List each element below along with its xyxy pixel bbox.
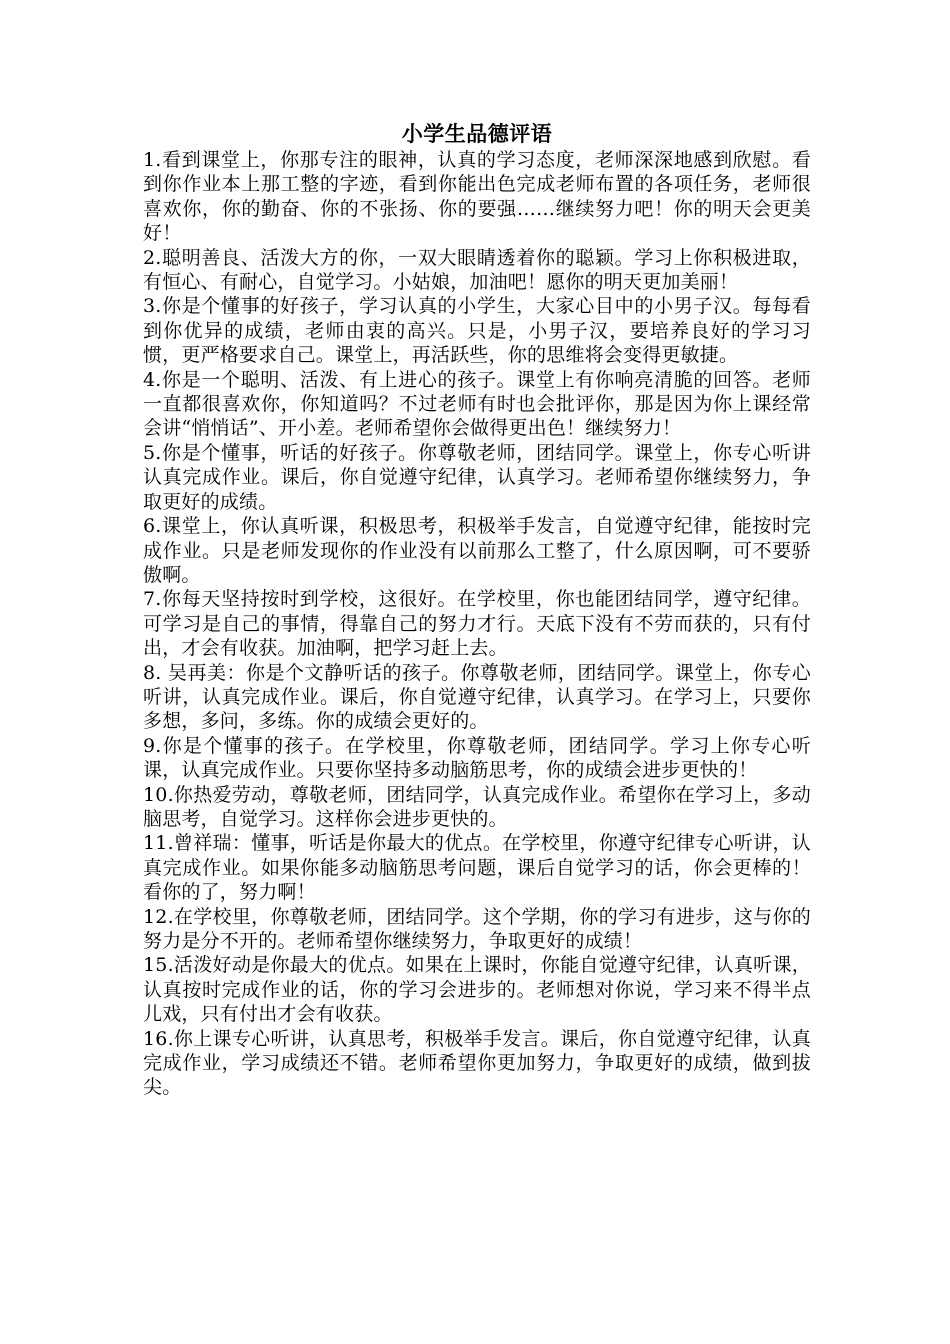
comment-entry-5: 5.你是个懂事，听话的好孩子。你尊敬老师，团结同学。课堂上，你专心听讲认真完成作业。课后，你自觉遵守纪律，认真学习。老师希望你继续努力，争取更好的成绩。	[143, 441, 811, 513]
document-title: 小学生品德评语	[401, 121, 553, 146]
comment-entry-11: 11.曾祥瑞：懂事，听话是你最大的优点。在学校里，你遵守纪律专心听讲，认真完成作业。如果你能多动脑筋思考问题，课后自觉学习的话，你会更棒的！看你的了，努力啊！	[143, 832, 811, 904]
comment-entry-16: 16.你上课专心听讲，认真思考，积极举手发言。课后，你自觉遵守纪律，认真完成作业，学习成绩还不错。老师希望你更加努力，争取更好的成绩，做到拔尖。	[143, 1027, 811, 1099]
comment-entry-1: 1.看到课堂上，你那专注的眼神，认真的学习态度，老师深深地感到欣慰。看到你作业本上那工整的字迹，看到你能出色完成老师布置的各项任务，老师很喜欢你，你的勤奋、你的不张扬、你的要强……继续努力吧！你的明天会更美好！	[143, 149, 811, 245]
comment-entry-9: 9.你是个懂事的孩子。在学校里，你尊敬老师，团结同学。学习上你专心听课，认真完成作业。只要你坚持多动脑筋思考，你的成绩会进步更快的！	[143, 734, 811, 782]
comment-entry-7: 7.你每天坚持按时到学校，这很好。在学校里，你也能团结同学，遵守纪律。可学习是自己的事情，得靠自己的努力才行。天底下没有不劳而获的，只有付出，才会有收获。加油啊，把学习赶上去。	[143, 588, 811, 660]
document-page	[143, 120, 811, 1100]
comment-list	[143, 148, 811, 1100]
comment-entry-8: 8. 吴再美：你是个文静听话的孩子。你尊敬老师，团结同学。课堂上，你专心听讲，认真完成作业。课后，你自觉遵守纪律，认真学习。在学习上，只要你多想，多问，多练。你的成绩会更好的。	[143, 661, 811, 733]
comment-entry-2: 2.聪明善良、活泼大方的你，一双大眼睛透着你的聪颖。学习上你积极进取，有恒心、有耐心，自觉学习。小姑娘，加油吧！愿你的明天更加美丽！	[143, 246, 811, 294]
comment-entry-4: 4.你是一个聪明、活泼、有上进心的孩子。课堂上有你响亮清脆的回答。老师一直都很喜欢你，你知道吗？不过老师有时也会批评你，那是因为你上课经常会讲“悄悄话”、开小差。老师希望你会做得更出色！继续努力！	[143, 368, 811, 440]
comment-entry-12: 12.在学校里，你尊敬老师，团结同学。这个学期，你的学习有进步，这与你的努力是分不开的。老师希望你继续努力，争取更好的成绩！	[143, 905, 811, 952]
comment-entry-3: 3.你是个懂事的好孩子，学习认真的小学生，大家心目中的小男子汉。每每看到你优异的成绩，老师由衷的高兴。只是，小男子汉，要培养良好的学习习惯，更严格要求自己。课堂上，再活跃些，你的思维将会变得更敏捷。	[143, 295, 811, 367]
comment-entry-15: 15.活泼好动是你最大的优点。如果在上课时，你能自觉遵守纪律，认真听课，认真按时完成作业的话，你的学习会进步的。老师想对你说，学习来不得半点儿戏，只有付出才会有收获。	[143, 954, 811, 1026]
comment-entry-6: 6.课堂上，你认真听课，积极思考，积极举手发言，自觉遵守纪律，能按时完成作业。只是老师发现你的作业没有以前那么工整了，什么原因啊，可不要骄傲啊。	[143, 515, 811, 586]
comment-entry-10: 10.你热爱劳动，尊敬老师，团结同学，认真完成作业。希望你在学习上，多动脑思考，自觉学习。这样你会进步更快的。	[143, 783, 811, 830]
